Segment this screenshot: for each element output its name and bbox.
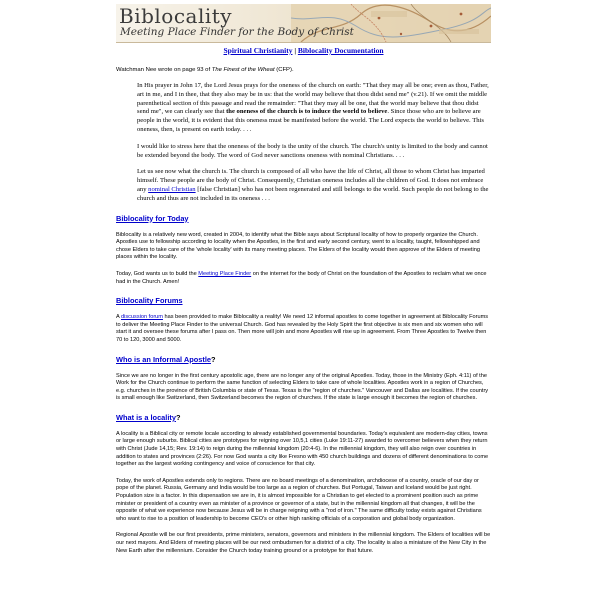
attribution-suffix: (CFP).	[274, 67, 294, 73]
nav-separator: |	[294, 46, 296, 55]
section-heading-what-is-a-locality	[116, 413, 491, 422]
biblocality-for-today-link[interactable]: Biblocality for Today	[116, 213, 189, 223]
quote-text: In His prayer in John 17, the Lord Jesus prays for the oneness of the church on earth: "That they may all be one; even as thou, Father, art in me, and I in thee, that they also may be in us: that the world may believe that thou didst send me" (v.21). If we omit the middle parenthetical section of this passage and read the remainder: "That they may all be one, that the world may believe that thou didst send me", we can clearly see that	[137, 82, 489, 116]
today-paragraph-2	[116, 271, 491, 286]
quote-paragraph-3	[137, 168, 489, 203]
body-text: Today, God wants us to build the	[116, 270, 199, 277]
discussion-forum-link[interactable]: discussion forum	[120, 314, 163, 321]
heading-question-mark: ?	[211, 354, 216, 364]
locality-paragraph-1: A locality is a Biblical city or remote locale according to already established governmental boundaries. Today's equivalent are modern-day cities, towns or large enough suburbs. Biblical cities are prototypes for reigning over 10,5,1 cities (Luke 19:11-27) awarded to overcomer believers when they return with Christ (Jude 14,15; Rev. 19:14) to reign during the millennial kingdom (20:4-6). In the millennial kingdom, they will also reign over countries in addition to states and provinces (2:26). For now God wants a city like Fresno with 450 church buildings and dozens of different denominations to come together as the largest working contingency and voice of conscience for that city.	[116, 430, 489, 468]
locality-paragraph-2: Today, the work of Apostles extends only to regions. There are no board meetings of a denomination, archdiocese of a country, oracle of our day or pope of the planet. Russia, Germany and India would be too large as a region of churches. But Portugal, Taiwan and Iceland would be just right. Population size is a factor. In this dispensation we are in, it is almost impossible for a Christian to get elected to a prominent position such as prime minister or president of a country even as minister of a province or governor of a state, but in the millennial kingdom all that changes, it will be the opposite of what we experience now because Jesus will be in charge reigning with a "rod of iron." The same difficulty today exists against Christians who want to rise to a position of leadership to become CEO's or other high ranking officials of a corporation and global body organization.	[116, 477, 482, 522]
section-heading-informal-apostle	[116, 355, 491, 364]
today-paragraph-1: Biblocality is a relatively new word, created in 2004, to identify what the Bible says about Scriptural locality of how to properly organize the Church. Apostles use to fellowship according to locality when the Apostles, in the first and early second century, went to a locality, taught, fellowshipped and chose Elders to take care of the 'whole locality' with its many meeting places. The Elders of the locality would then approve of the Elders of meeting places within the locality.	[116, 231, 480, 261]
nav-link-biblocality-documentation[interactable]: Biblocality Documentation	[297, 46, 384, 55]
quote-paragraph-1	[137, 82, 489, 135]
locality-paragraph-3: Regional Apostle will be our first presidents, prime ministers, senators, governors and ministers in the millennial kingdom. The Elders of localities will be our next mayors. And Elders of meeting places will be our next ombudsmen for a district of a city. The locality is also a miniature of the New City in the New Earth after the millennium. Consider the Church today training ground or a prototype for that future.	[116, 532, 491, 554]
quote-text: Let us see now what the church is. The church is composed of all who have the life of Christ, all those to whom Christ has imparted himself. These people are the body of Christ. Consequently, Christian oneness includes all the children of God. It does not embrace any	[137, 168, 485, 193]
page	[116, 4, 491, 555]
quote-text: [false Christian] who has not been regenerated and still belongs to the world. Such people do not belong to the church and thus are not included in its oneness . . .	[137, 185, 489, 202]
body-text: on the internet for the body of Christ on the foundation of the Apostles to reclaim what we once had in the Church. Amen!	[116, 270, 487, 285]
meeting-place-finder-link[interactable]: Meeting Place Finder	[198, 270, 252, 277]
body-text: has been provided to make Biblocality a reality! We need 12 informal apostles to come together in agreement at Biblocality Forums to deliver the Meeting Place Finder to the universal Church. God has revealed by the Holy Spirit the first objective is six men and six women who will start it and oversee these forums after I pass on. Then more will join and more Apostles will rise up in agreement. From Three Apostles to Twelve then 70 to 120, 3000 and 5000.	[116, 314, 489, 343]
biblocality-forums-link[interactable]: Biblocality Forums	[116, 296, 183, 306]
section-heading-biblocality-forums	[116, 296, 491, 305]
quote-attribution	[116, 67, 491, 73]
quote-text: . Since those who are to believe are people in the world, it is evident that this oneness must be manifested before the world. The Lord expects the world to believe. This oneness, then, is present on earth today. . . .	[137, 108, 484, 133]
body-text: A	[116, 314, 121, 321]
informal-apostle-link[interactable]: Who is an Informal Apostle	[116, 354, 211, 364]
quote-paragraph-2: I would like to stress here that the oneness of the body is the unity of the church. The church's unity is limited to the body and cannot be extended beyond the body. The word of God never sanctions oneness with nominal Christians. . . .	[137, 142, 488, 159]
book-title: The Finest of the Wheat	[211, 67, 275, 73]
banner	[116, 4, 491, 43]
nominal-christian-link[interactable]: nominal Christian	[148, 185, 196, 193]
forums-paragraph-1	[116, 314, 491, 344]
top-navigation	[116, 46, 491, 55]
block-quote	[137, 82, 489, 204]
nav-link-spiritual-christianity[interactable]: Spiritual Christianity	[223, 46, 293, 55]
quote-emphasis: the oneness of the church is to induce the world to believe	[226, 108, 388, 116]
site-subtitle: Meeting Place Finder for the Body of Christ	[120, 26, 354, 38]
attribution-prefix: Watchman Nee wrote on page 93 of	[116, 67, 212, 73]
site-title: Biblocality	[119, 4, 233, 28]
section-heading-biblocality-for-today	[116, 214, 491, 223]
what-is-a-locality-link[interactable]: What is a locality	[116, 412, 176, 422]
heading-question-mark: ?	[175, 412, 181, 422]
apostle-paragraph-1: Since we are no longer in the first century apostolic age, there are no longer any of the original Apostles. Today, those in the Ministry (Eph. 4:11) of the Work for the Church continue to perform the same function of selecting Elders to take care of whole localities. Apostles work in a region of Churches, e.g. churches in the province of British Columbia or state of Texas. Texas is the "region of churches." Vancouver and Dallas are localities. If the country is small enough like Switzerland, then Switzerland becomes the region of churches. If the state is large enough it becomes the region of churches.	[116, 372, 489, 402]
